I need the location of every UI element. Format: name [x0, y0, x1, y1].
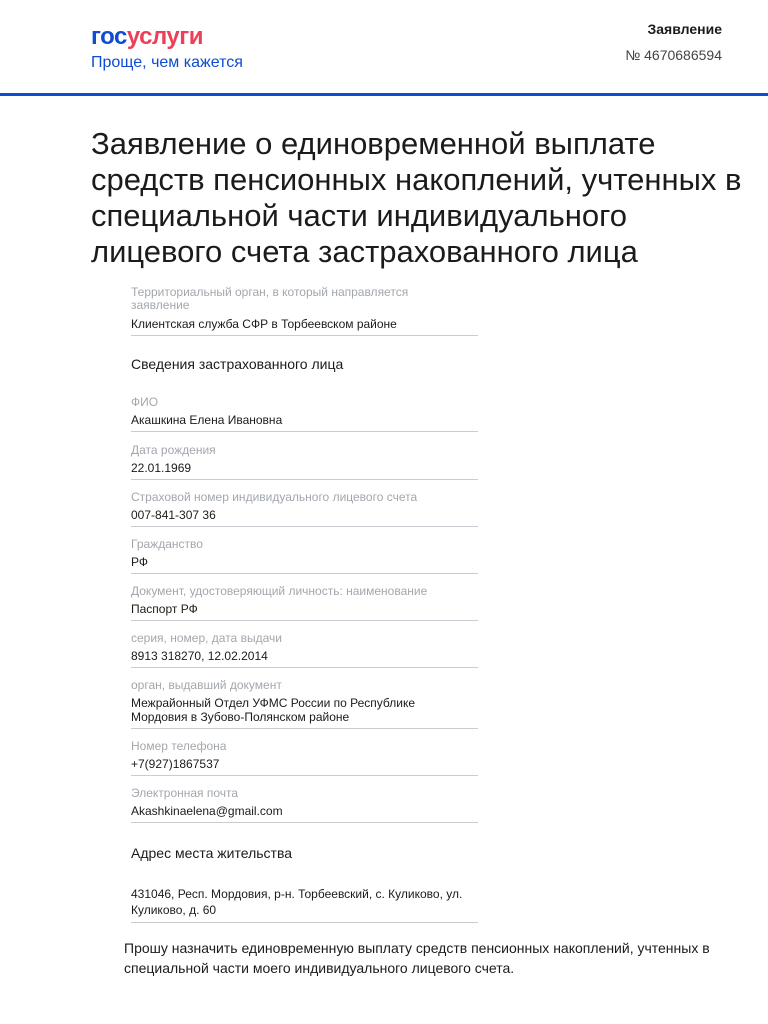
field-label: ФИО — [131, 395, 159, 409]
field-label: Страховой номер индивидуального лицевого счета — [131, 490, 418, 504]
field-value: 007-841-307 36 — [131, 508, 216, 522]
field-label: орган, выдавший документ — [131, 678, 282, 692]
field-label: серия, номер, дата выдачи — [131, 631, 282, 645]
field-value: +7(927)1867537 — [131, 757, 220, 771]
citizenship-field — [131, 538, 478, 574]
field-label: Дата рождения — [131, 443, 216, 457]
document-type: Заявление — [647, 21, 722, 37]
birth-date-field — [131, 444, 478, 480]
passport-series-field — [131, 632, 478, 668]
request-statement: Прошу назначить единовременную выплату средств пенсионных накоплений, учтенных в специальной части моего индивидуального лицевого счета. — [124, 940, 710, 976]
address-field — [131, 882, 478, 923]
document-number: № 4670686594 — [625, 47, 722, 63]
insured-section-title: Сведения застрахованного лица — [131, 356, 344, 372]
field-value: 8913 318270, 12.02.2014 — [131, 649, 268, 663]
field-label: Документ, удостоверяющий личность: наименование — [131, 584, 428, 598]
field-value: Межрайонный Отдел УФМС России по Республике Мордовия в Зубово-Полянском районе — [131, 696, 416, 724]
logo-part-gos: гос — [91, 23, 127, 50]
page-header — [0, 0, 768, 100]
field-label: Электронная почта — [131, 786, 239, 800]
email-field — [131, 787, 478, 823]
field-value: РФ — [131, 555, 148, 569]
field-value: 22.01.1969 — [131, 461, 192, 475]
field-value: Акашкина Елена Ивановна — [131, 413, 283, 427]
phone-field — [131, 740, 478, 776]
field-value: Клиентская служба СФР в Торбеевском районе — [131, 317, 397, 331]
territorial-body-field — [131, 286, 478, 336]
field-value: Akashkinaelena@gmail.com — [131, 804, 283, 818]
fio-field — [131, 396, 478, 432]
address-value: 431046, Респ. Мордовия, р-н. Торбеевский, с. Куликово, ул. Куликово, д. 60 — [131, 887, 463, 917]
id-document-field — [131, 585, 478, 621]
field-value: Паспорт РФ — [131, 602, 198, 616]
field-label: Гражданство — [131, 537, 203, 551]
document-title: Заявление о единовременной выплате средств пенсионных накоплений, учтенных в специальной части индивидуального лицевого счета застрахованного лица — [91, 126, 742, 269]
field-label: Территориальный орган, в который направляется заявление — [131, 285, 409, 312]
issuing-authority-field — [131, 679, 478, 729]
logo-part-uslugi: услуги — [126, 23, 203, 50]
field-label: Номер телефона — [131, 739, 227, 753]
snils-field — [131, 491, 478, 527]
address-section-title: Адрес места жительства — [131, 845, 293, 861]
tagline: Проще, чем кажется — [91, 54, 243, 71]
header-divider — [0, 93, 768, 96]
gosuslugi-logo — [91, 22, 203, 52]
